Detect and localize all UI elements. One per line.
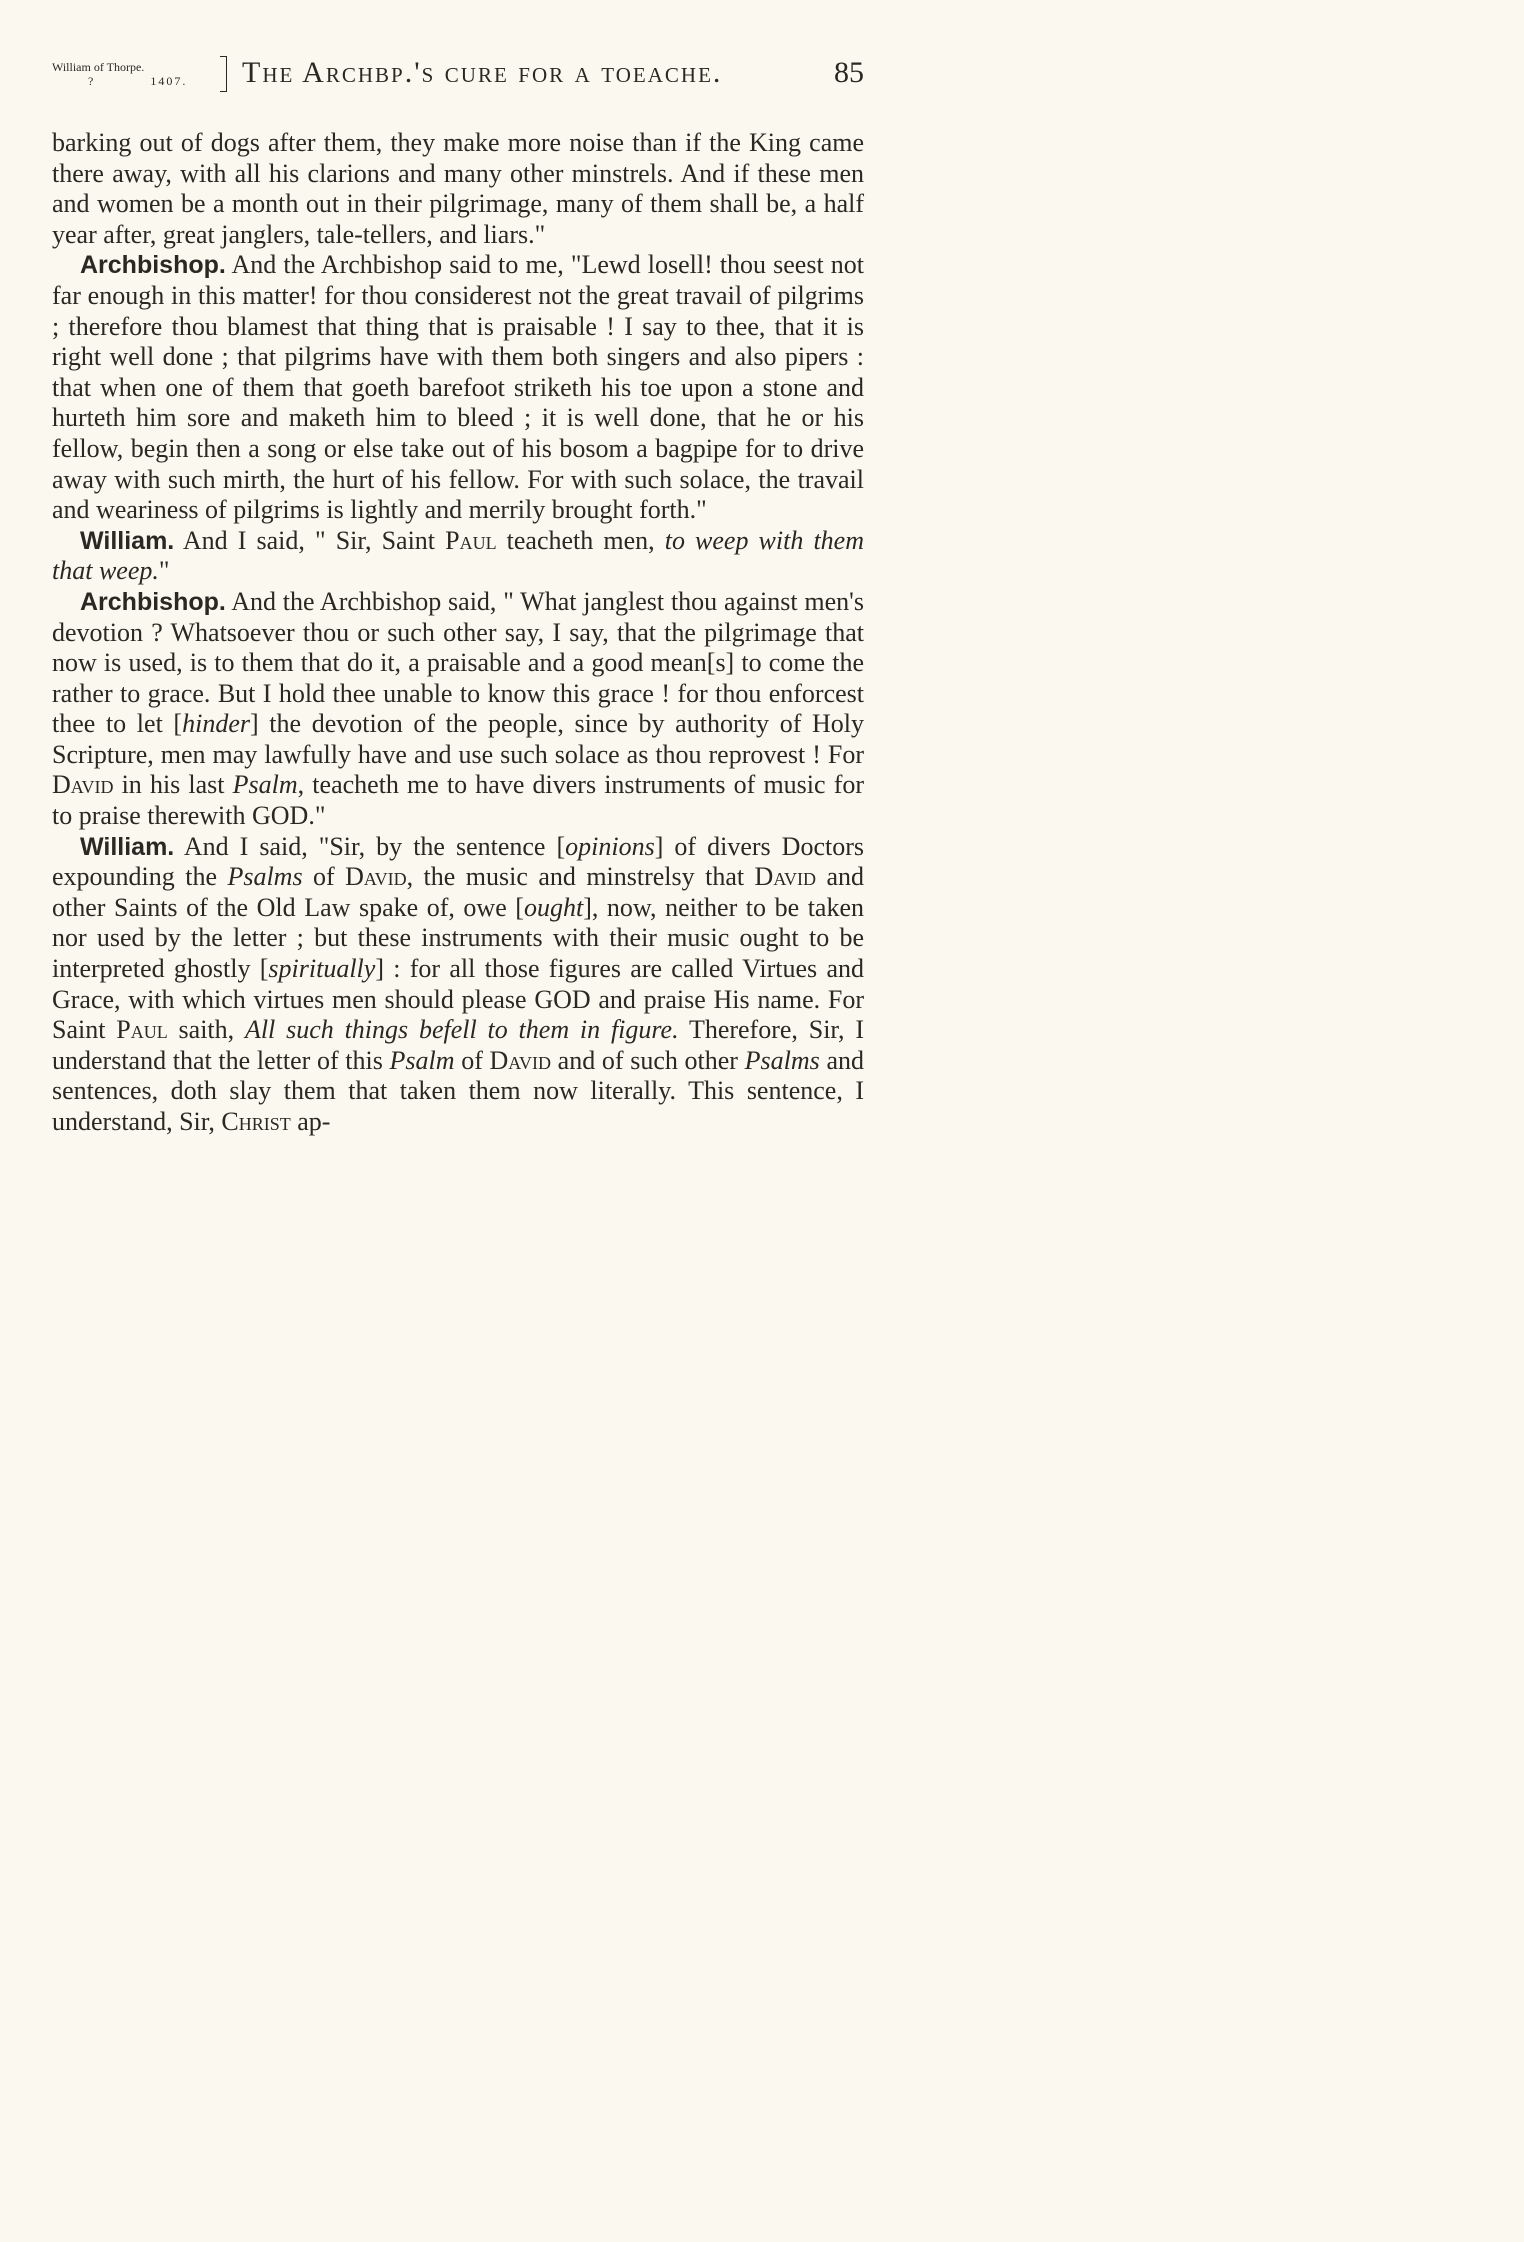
paragraph-text: in his last [113, 770, 233, 800]
speaker-label: William. [80, 526, 175, 555]
paragraph-text: And the Archbishop said, " What janglest thou against men's devotion ? Whatsoever thou or such other say, I say, that the pilgrimage that now is used, is to them that do it, a praisable and a good mean[s] to come the rather to grace. But I hold thee unable to know this grace ! for thou enforcest thee to let [ [52, 586, 864, 739]
name-smallcaps: David [345, 862, 407, 892]
paragraph-text: ap- [290, 1107, 331, 1136]
paragraph-text: saith, [167, 1015, 245, 1045]
paragraph-text: of [454, 1045, 490, 1075]
name-smallcaps: Paul [116, 1015, 168, 1045]
italic-gloss: Psalms [227, 862, 303, 892]
paragraph-text: , the music and minstrelsy that [406, 862, 755, 892]
paragraph-text: ] : for all those figures are called Virtues and Grace, with which virtues men should please GOD and praise His name. For Saint [52, 954, 864, 1045]
paragraph [52, 587, 864, 832]
body-text [52, 128, 864, 1138]
paragraph-text: and other Saints of the Old Law spake of, owe [ [52, 862, 864, 922]
margin-bracket [220, 56, 227, 92]
italic-quote: All such things befell to them in figure. [244, 1015, 679, 1045]
speaker-label: William. [80, 832, 175, 861]
name-smallcaps: Christ [221, 1107, 291, 1136]
name-smallcaps: David [754, 862, 816, 892]
margin-author: William of Thorpe. [52, 60, 145, 74]
paragraph-text: and sentences, doth slay them that taken them now literally. This sentence, I understand, Sir, [52, 1045, 864, 1136]
margin-reference [52, 60, 220, 88]
paragraph-text: Therefore, Sir, I understand that the letter of this [52, 1015, 865, 1075]
paragraph-text: ] the devotion of the people, since by authority of Holy Scripture, men may lawfully have and use such solace as thou reprovest ! For [52, 709, 864, 769]
paragraph [52, 526, 864, 587]
italic-gloss: opinions [565, 831, 655, 861]
page-header [52, 52, 864, 112]
name-smallcaps: Paul [445, 525, 497, 555]
paragraph-text: ] of divers Doctors expounding the [52, 831, 864, 892]
margin-query: ? [88, 74, 96, 88]
paragraph-text: of [302, 862, 346, 892]
paragraph-text: ], now, neither to be taken nor used by the letter ; but these instruments with their music ought to be interpreted ghostly [ [52, 892, 864, 984]
paragraph-text: , teacheth me to have divers instruments of music for to praise therewith GOD." [52, 770, 865, 831]
paragraph-text: " [158, 556, 170, 586]
paragraph [52, 250, 864, 525]
paragraph-text: And I said, " Sir, Saint [182, 525, 446, 555]
italic-gloss: Psalm [232, 770, 298, 800]
italic-gloss: ought [523, 892, 584, 922]
page-number: 85 [834, 56, 864, 89]
paragraph [52, 128, 864, 250]
paragraph-text: And I said, "Sir, by the sentence [ [183, 831, 566, 861]
paragraph-text: teacheth men, [496, 525, 665, 555]
paragraph-text: And the Archbishop said to me, "Lewd losell! thou seest not far enough in this matter! for thou considerest not the great travail of pilgrims ; therefore thou blamest that thing that is praisable ! I say to thee, that it is right well done ; that pilgrims have with them both singers and also pipers : that when one of them that goeth barefoot striketh his toe upon a stone and hurteth him sore and maketh him to bleed ; it is well done, that he or his fellow, begin then a song or else take out of his bosom a bagpipe for to drive away with such mirth, the hurt of his fellow. For with such solace, the travail and weariness of pilgrims is lightly and merrily brought forth." [52, 250, 865, 525]
running-title: The Archbp.'s cure for a toeache. [242, 56, 723, 89]
italic-gloss: Psalms [744, 1045, 820, 1075]
name-smallcaps: David [52, 770, 114, 800]
italic-quote: to weep with them that weep. [52, 525, 864, 586]
margin-year: 1407. [150, 74, 188, 88]
italic-gloss: Psalm [389, 1045, 455, 1075]
speaker-label: Archbishop. [80, 587, 226, 616]
name-smallcaps: David [489, 1045, 551, 1075]
paragraph-text: and of such other [550, 1045, 745, 1075]
paragraph [52, 832, 864, 1138]
book-page [52, 52, 865, 1136]
italic-gloss: spiritually [268, 954, 376, 984]
paragraph-text: barking out of dogs after them, they make more noise than if the King came there away, with all his clarions and many other minstrels. And if these men and women be a month out in their pilgrimage, many of them shall be, a half year after, great janglers, tale-tellers, and liars." [52, 128, 864, 249]
italic-gloss: hinder [182, 709, 250, 739]
speaker-label: Archbishop. [80, 251, 226, 280]
